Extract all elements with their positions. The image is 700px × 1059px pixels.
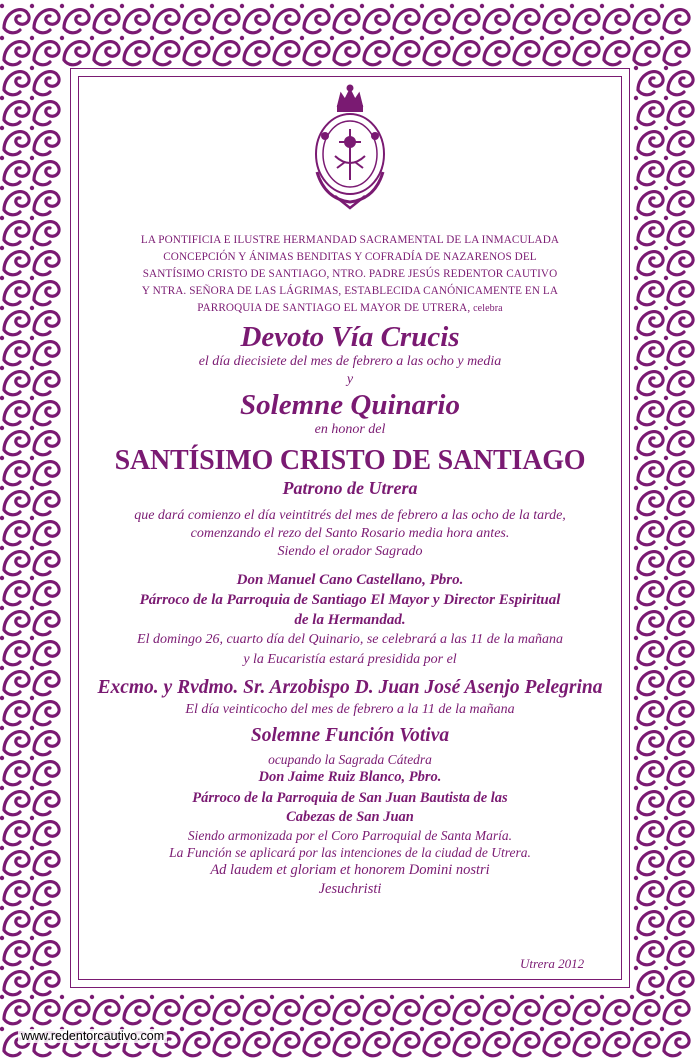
scroll-ornament — [664, 876, 693, 905]
archbishop-line: Excmo. y Rvdmo. Sr. Arzobispo D. Juan José Asenjo Pelegrina — [97, 677, 603, 698]
scroll-ornament — [420, 36, 449, 65]
scroll-ornament — [0, 4, 29, 33]
scroll-ornament — [300, 1027, 329, 1056]
scroll-ornament — [30, 366, 59, 395]
chair-line: ocupando la Sagrada Cátedra — [268, 752, 432, 767]
scroll-ornament — [510, 1027, 539, 1056]
scroll-ornament — [634, 456, 663, 485]
scroll-ornament — [600, 36, 629, 65]
scroll-ornament — [30, 36, 59, 65]
scroll-ornament — [30, 876, 59, 905]
quinario-honor-line: en honor del — [314, 422, 386, 437]
intentions-line: La Función se aplicará por las intenciones de la ciudad de Utrera. — [169, 845, 531, 860]
scroll-ornament — [664, 726, 693, 755]
scroll-ornament — [634, 876, 663, 905]
latin-line-1: Ad laudem et gloriam et honorem Domini nostri — [210, 862, 490, 878]
scroll-ornament — [30, 966, 59, 995]
scroll-ornament — [634, 366, 663, 395]
scroll-ornament — [30, 606, 59, 635]
scroll-ornament — [634, 396, 663, 425]
scroll-ornament — [0, 516, 29, 545]
scroll-ornament — [30, 906, 59, 935]
scroll-ornament — [0, 306, 29, 335]
scroll-ornament — [664, 246, 693, 275]
via-crucis-date: el día diecisiete del mes de febrero a las ocho y media — [198, 354, 502, 369]
scroll-ornament — [210, 36, 239, 65]
scroll-ornament — [360, 1027, 389, 1056]
scroll-ornament — [270, 36, 299, 65]
scroll-ornament — [634, 726, 663, 755]
scroll-ornament — [0, 995, 29, 1024]
scroll-ornament — [634, 306, 663, 335]
scroll-ornament — [664, 126, 693, 155]
scroll-ornament — [210, 995, 239, 1024]
sunday-line-2: y la Eucaristía estará presidida por el — [243, 652, 457, 667]
scroll-ornament — [450, 1027, 479, 1056]
scroll-ornament — [30, 846, 59, 875]
scroll-ornament — [90, 995, 119, 1024]
scroll-ornament — [634, 336, 663, 365]
scroll-ornament — [0, 546, 29, 575]
scroll-ornament — [90, 36, 119, 65]
scroll-ornament — [664, 576, 693, 605]
via-crucis-title: Devoto Vía Crucis — [240, 321, 460, 353]
heading-line-3: SANTÍSIMO CRISTO DE SANTIAGO, NTRO. PADRE JESÚS REDENTOR CAUTIVO — [142, 268, 558, 280]
scroll-ornament — [570, 4, 599, 33]
scroll-ornament — [664, 966, 693, 995]
scroll-ornament — [0, 126, 29, 155]
scroll-ornament — [300, 4, 329, 33]
heading-line-1: LA PONTIFICIA E ILUSTRE HERMANDAD SACRAMENTAL DE LA INMACULADA — [140, 234, 560, 246]
scroll-ornament — [480, 1027, 509, 1056]
funcion-date-line: El día veinticocho del mes de febrero a la 11 de la mañana — [185, 702, 515, 717]
scroll-ornament — [390, 4, 419, 33]
orator-role-line-1: Párroco de la Parroquia de Santiago El Mayor y Director Espiritual — [139, 592, 561, 608]
scroll-ornament — [240, 4, 269, 33]
scroll-ornament — [0, 816, 29, 845]
scroll-ornament — [660, 36, 689, 65]
scroll-ornament — [480, 36, 509, 65]
scroll-ornament — [600, 1027, 629, 1056]
scroll-ornament — [540, 1027, 569, 1056]
scroll-ornament — [360, 4, 389, 33]
scroll-ornament — [664, 396, 693, 425]
scroll-ornament — [180, 995, 209, 1024]
scroll-ornament — [270, 1027, 299, 1056]
scroll-ornament — [0, 486, 29, 515]
scroll-ornament — [664, 846, 693, 875]
scroll-ornament — [664, 756, 693, 785]
scroll-ornament — [664, 156, 693, 185]
scroll-ornament — [510, 36, 539, 65]
brotherhood-crest-icon — [305, 84, 395, 210]
scroll-ornament — [450, 995, 479, 1024]
scroll-ornament — [634, 696, 663, 725]
scroll-ornament — [630, 4, 659, 33]
scroll-ornament — [664, 186, 693, 215]
scroll-ornament — [480, 4, 509, 33]
scroll-ornament — [0, 66, 29, 95]
scroll-ornament — [634, 966, 663, 995]
heading-line-4: Y NTRA. SEÑORA DE LAS LÁGRIMAS, ESTABLECIDA CANÓNICAMENTE EN LA — [141, 285, 559, 297]
scroll-ornament — [30, 546, 59, 575]
scroll-ornament — [30, 816, 59, 845]
scroll-ornament — [664, 366, 693, 395]
scroll-ornament — [664, 66, 693, 95]
scroll-ornament — [0, 786, 29, 815]
scroll-ornament — [0, 366, 29, 395]
scroll-ornament — [0, 696, 29, 725]
scroll-ornament — [664, 216, 693, 245]
scroll-ornament — [0, 396, 29, 425]
scroll-ornament — [630, 995, 659, 1024]
quinario-start-line-1: que dará comienzo el día veintitrés del mes de febrero a las ocho de la tarde, — [134, 508, 566, 523]
scroll-ornament — [634, 906, 663, 935]
scroll-ornament — [634, 546, 663, 575]
scroll-ornament — [664, 606, 693, 635]
patron-line: Patrono de Utrera — [282, 478, 418, 498]
scroll-ornament — [450, 36, 479, 65]
sunday-line-1: El domingo 26, cuarto día del Quinario, se celebrará a las 11 de la mañana — [137, 632, 563, 647]
place-year: Utrera 2012 — [520, 956, 585, 971]
scroll-ornament — [330, 4, 359, 33]
choir-line: Siendo armonizada por el Coro Parroquial de Santa María. — [187, 828, 513, 843]
scroll-ornament — [390, 995, 419, 1024]
scroll-ornament — [120, 4, 149, 33]
scroll-ornament — [30, 696, 59, 725]
scroll-ornament — [634, 786, 663, 815]
scroll-ornament — [300, 36, 329, 65]
scroll-ornament — [630, 1027, 659, 1056]
scroll-ornament — [60, 36, 89, 65]
scroll-ornament — [390, 36, 419, 65]
scroll-ornament — [480, 995, 509, 1024]
scroll-ornament — [0, 876, 29, 905]
scroll-ornament — [664, 906, 693, 935]
scroll-ornament — [664, 336, 693, 365]
scroll-ornament — [240, 1027, 269, 1056]
scroll-ornament — [30, 576, 59, 605]
scroll-ornament — [30, 336, 59, 365]
scroll-ornament — [634, 246, 663, 275]
scroll-ornament — [0, 426, 29, 455]
scroll-ornament — [634, 216, 663, 245]
scroll-ornament — [600, 995, 629, 1024]
latin-line-2: Jesuchristi — [318, 881, 382, 897]
scroll-ornament — [0, 846, 29, 875]
scroll-ornament — [634, 96, 663, 125]
scroll-ornament — [634, 426, 663, 455]
conjunction-y: y — [346, 372, 354, 387]
scroll-ornament — [664, 426, 693, 455]
poster-content — [80, 84, 620, 899]
scroll-ornament — [0, 966, 29, 995]
scroll-ornament — [270, 4, 299, 33]
scroll-ornament — [150, 995, 179, 1024]
scroll-ornament — [30, 156, 59, 185]
heading-line-2: CONCEPCIÓN Y ÁNIMAS BENDITAS Y COFRADÍA DE NAZARENOS DEL — [163, 251, 537, 263]
scroll-ornament — [0, 456, 29, 485]
preacher-name: Don Jaime Ruiz Blanco, Pbro. — [258, 769, 442, 785]
scroll-ornament — [30, 276, 59, 305]
scroll-ornament — [600, 4, 629, 33]
scroll-ornament — [634, 936, 663, 965]
scroll-ornament — [60, 4, 89, 33]
scroll-ornament — [634, 636, 663, 665]
scroll-ornament — [664, 666, 693, 695]
scroll-ornament — [634, 756, 663, 785]
scroll-ornament — [30, 636, 59, 665]
scroll-ornament — [664, 306, 693, 335]
scroll-ornament — [30, 756, 59, 785]
scroll-ornament — [0, 336, 29, 365]
scroll-ornament — [150, 36, 179, 65]
scroll-ornament — [510, 4, 539, 33]
scroll-ornament — [30, 306, 59, 335]
scroll-ornament — [330, 36, 359, 65]
scroll-ornament — [634, 516, 663, 545]
scroll-ornament — [0, 96, 29, 125]
scroll-ornament — [660, 4, 689, 33]
scroll-ornament — [0, 186, 29, 215]
scroll-ornament — [0, 636, 29, 665]
heading-line-5-text: PARROQUIA DE SANTIAGO EL MAYOR DE UTRERA, — [197, 302, 471, 314]
scroll-ornament — [30, 516, 59, 545]
scroll-ornament — [0, 936, 29, 965]
scroll-ornament — [30, 216, 59, 245]
scroll-ornament — [0, 756, 29, 785]
scroll-ornament — [0, 276, 29, 305]
scroll-ornament — [30, 246, 59, 275]
scroll-ornament — [240, 995, 269, 1024]
scroll-ornament — [450, 4, 479, 33]
scroll-ornament — [634, 816, 663, 845]
scroll-ornament — [60, 995, 89, 1024]
scroll-ornament — [330, 1027, 359, 1056]
website-link[interactable]: www.redentorcautivo.com — [18, 1029, 167, 1043]
scroll-ornament — [30, 96, 59, 125]
scroll-ornament — [540, 995, 569, 1024]
scroll-ornament — [210, 1027, 239, 1056]
scroll-ornament — [664, 936, 693, 965]
scroll-ornament — [30, 4, 59, 33]
scroll-ornament — [210, 4, 239, 33]
scroll-ornament — [390, 1027, 419, 1056]
scroll-ornament — [570, 1027, 599, 1056]
scroll-ornament — [420, 995, 449, 1024]
scroll-ornament — [30, 726, 59, 755]
scroll-ornament — [570, 995, 599, 1024]
scroll-ornament — [30, 186, 59, 215]
scroll-ornament — [664, 816, 693, 845]
scroll-ornament — [270, 995, 299, 1024]
scroll-ornament — [330, 995, 359, 1024]
scroll-ornament — [30, 396, 59, 425]
scroll-ornament — [30, 456, 59, 485]
preacher-role-line-2: Cabezas de San Juan — [286, 809, 414, 825]
scroll-ornament — [30, 995, 59, 1024]
orator-intro: Siendo el orador Sagrado — [277, 544, 423, 559]
scroll-ornament — [0, 906, 29, 935]
scroll-ornament — [510, 995, 539, 1024]
scroll-ornament — [664, 276, 693, 305]
scroll-ornament — [30, 936, 59, 965]
scroll-ornament — [0, 36, 29, 65]
scroll-ornament — [0, 576, 29, 605]
scroll-ornament — [634, 486, 663, 515]
scroll-ornament — [540, 36, 569, 65]
scroll-ornament — [360, 36, 389, 65]
dedicatee-title: SANTÍSIMO CRISTO DE SANTIAGO — [114, 445, 586, 476]
scroll-ornament — [360, 995, 389, 1024]
quinario-start-line-2: comenzando el rezo del Santo Rosario media hora antes. — [190, 526, 510, 541]
scroll-ornament — [150, 4, 179, 33]
orator-role-line-2: de la Hermandad. — [294, 612, 406, 628]
scroll-ornament — [0, 606, 29, 635]
scroll-ornament — [664, 516, 693, 545]
scroll-ornament — [0, 216, 29, 245]
scroll-ornament — [634, 606, 663, 635]
orator-name: Don Manuel Cano Castellano, Pbro. — [236, 572, 464, 588]
scroll-ornament — [30, 66, 59, 95]
scroll-ornament — [634, 846, 663, 875]
scroll-ornament — [120, 36, 149, 65]
heading-celebra: celebra — [473, 303, 503, 314]
scroll-ornament — [240, 36, 269, 65]
scroll-ornament — [634, 126, 663, 155]
scroll-ornament — [90, 4, 119, 33]
scroll-ornament — [660, 1027, 689, 1056]
quinario-title: Solemne Quinario — [240, 389, 460, 421]
scroll-ornament — [300, 995, 329, 1024]
scroll-ornament — [180, 1027, 209, 1056]
scroll-ornament — [664, 636, 693, 665]
scroll-ornament — [664, 486, 693, 515]
scroll-ornament — [30, 126, 59, 155]
scroll-ornament — [664, 546, 693, 575]
funcion-title: Solemne Función Votiva — [250, 725, 450, 746]
scroll-ornament — [664, 456, 693, 485]
scroll-ornament — [30, 666, 59, 695]
scroll-ornament — [634, 576, 663, 605]
scroll-ornament — [0, 246, 29, 275]
brotherhood-heading — [80, 232, 620, 317]
scroll-ornament — [664, 96, 693, 125]
scroll-ornament — [664, 786, 693, 815]
scroll-ornament — [120, 995, 149, 1024]
scroll-ornament — [634, 666, 663, 695]
scroll-ornament — [0, 156, 29, 185]
scroll-ornament — [180, 36, 209, 65]
scroll-ornament — [0, 666, 29, 695]
scroll-ornament — [660, 995, 689, 1024]
scroll-ornament — [0, 726, 29, 755]
scroll-ornament — [634, 156, 663, 185]
scroll-ornament — [30, 486, 59, 515]
scroll-ornament — [634, 66, 663, 95]
scroll-ornament — [634, 186, 663, 215]
scroll-ornament — [180, 4, 209, 33]
scroll-ornament — [630, 36, 659, 65]
preacher-role-line-1: Párroco de la Parroquia de San Juan Bautista de las — [192, 790, 508, 806]
heading-line-5 — [86, 300, 614, 317]
scroll-ornament — [540, 4, 569, 33]
scroll-ornament — [664, 696, 693, 725]
scroll-ornament — [30, 786, 59, 815]
scroll-ornament — [570, 36, 599, 65]
scroll-ornament — [30, 426, 59, 455]
scroll-ornament — [420, 4, 449, 33]
scroll-ornament — [420, 1027, 449, 1056]
scroll-ornament — [634, 276, 663, 305]
